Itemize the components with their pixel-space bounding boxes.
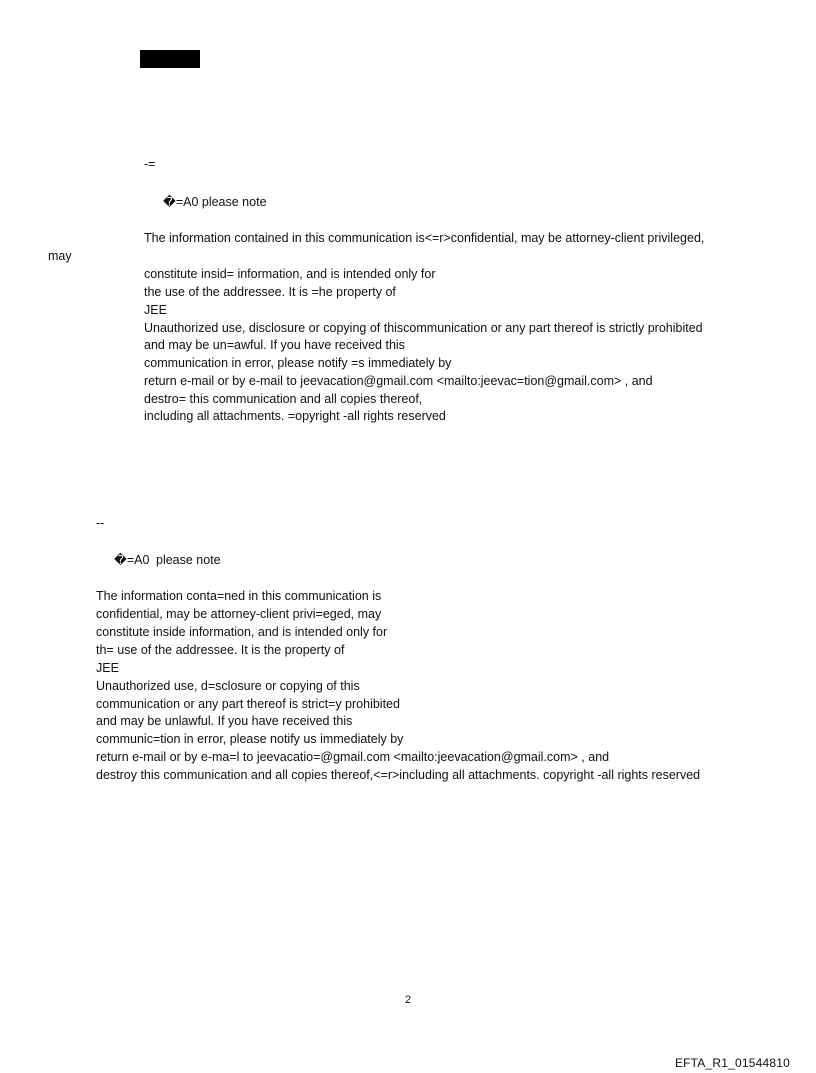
block2-line: destroy this communication and all copies thereof,<=r>including all attachments. copyright -all rights reserved xyxy=(96,768,701,782)
page-number: 2 xyxy=(404,994,412,1006)
block1-line: may xyxy=(48,249,72,263)
block1-line: destro= this communication and all copies thereof, xyxy=(144,392,423,406)
block2-line: communication or any part thereof is strict=y prohibited xyxy=(96,697,400,711)
block1-separator: -= xyxy=(144,157,156,171)
block2-line: communic=tion in error, please notify us immediately by xyxy=(96,732,404,746)
block2-line: The information conta=ned in this communication is xyxy=(96,589,382,603)
block2-line: return e-mail or by e-ma=l to jeevacatio=@gmail.com <mailto:jeevacation@gmail.com> , and xyxy=(96,750,610,764)
block2-separator: -- xyxy=(96,516,105,530)
block1-line: and may be un=awful. If you have received this xyxy=(144,338,405,352)
block1-line: return e-mail or by e-mail to jeevacation@gmail.com <mailto:jeevac=tion@gmail.com> , and xyxy=(144,374,653,388)
block1-line: the use of the addressee. It is =he property of xyxy=(144,285,396,299)
block1-line: constitute insid= information, and is intended only for xyxy=(144,267,436,281)
block2-note-prefix: �=A0 xyxy=(114,553,150,567)
redaction-block xyxy=(140,50,200,68)
block2-note-text: please note xyxy=(156,553,221,567)
block1-line: The information contained in this communication is<=r>confidential, may be attorney-client privileged, xyxy=(144,231,705,245)
block2-line: th= use of the addressee. It is the property of xyxy=(96,643,345,657)
block1-line: JEE xyxy=(144,303,167,317)
document-id: EFTA_R1_01544810 xyxy=(674,1056,790,1070)
block1-line: communication in error, please notify =s immediately by xyxy=(144,356,452,370)
block2-line: JEE xyxy=(96,661,119,675)
block2-line: constitute inside information, and is intended only for xyxy=(96,625,388,639)
block1-line: Unauthorized use, disclosure or copying of thiscommunication or any part thereof is strictly prohibited xyxy=(144,321,703,335)
block2-line: Unauthorized use, d=sclosure or copying of this xyxy=(96,679,360,693)
block2-line: confidential, may be attorney-client privi=eged, may xyxy=(96,607,382,621)
block1-line: including all attachments. =opyright -all rights reserved xyxy=(144,409,446,423)
block1-note: �=A0 please note xyxy=(163,195,267,209)
block2-line: and may be unlawful. If you have received this xyxy=(96,714,353,728)
